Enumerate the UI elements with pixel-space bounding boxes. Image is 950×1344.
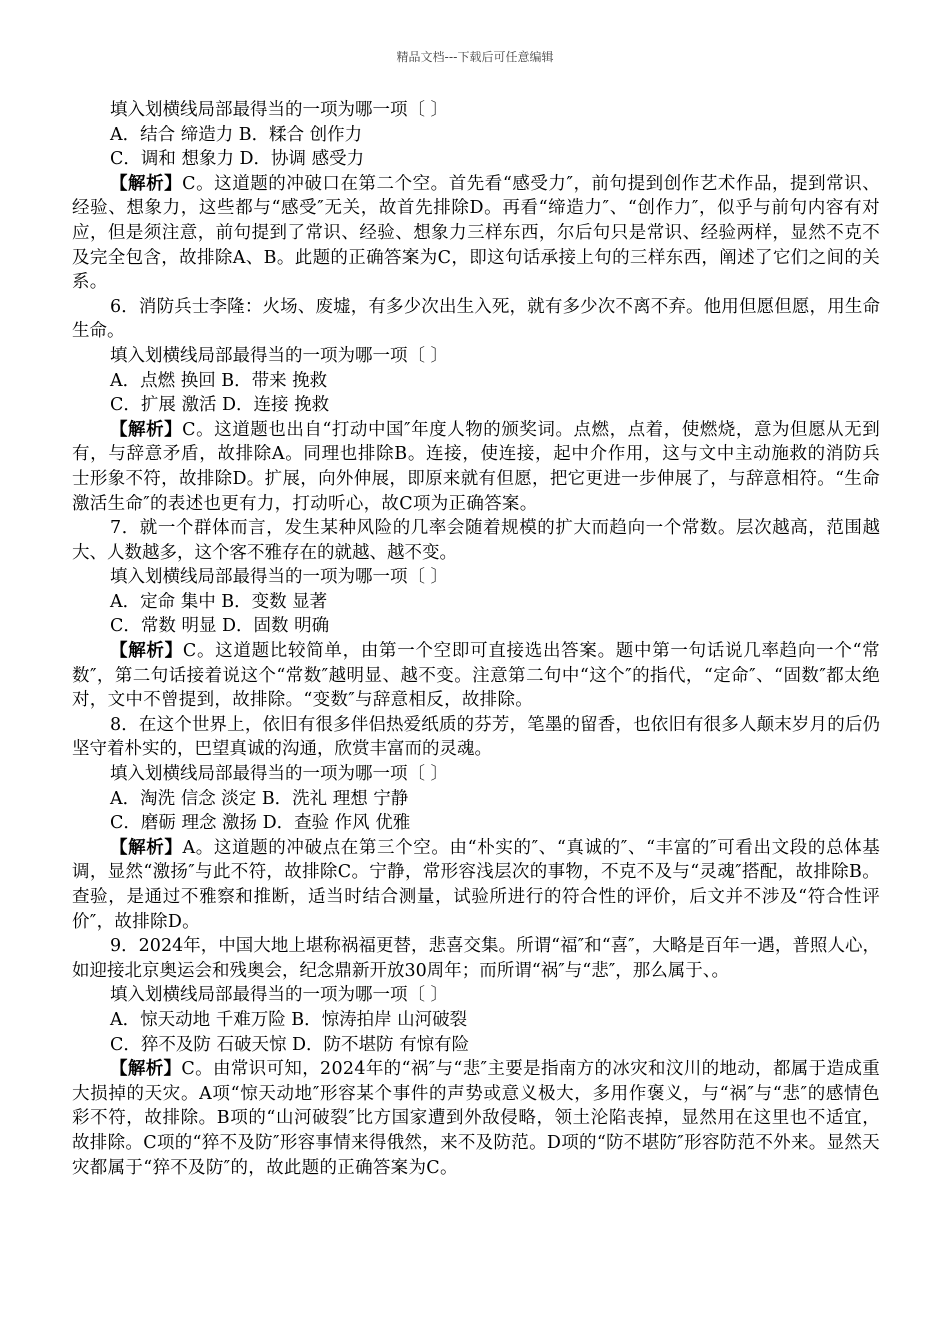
analysis-text: C。这道题的冲破口在第二个空。首先看“感受力″，前句提到创作艺术作品，提到常识、经验、想象力，这些都与“感受″无关，故首先排除D。再看“缔造力″、“创作力″，似乎与前句内容有对应，但是须注意，前句提到了常识、经验、想象力三样东西，尔后句只是常识、经验两样，显然不克不及完全包含，故排除A、B。此题的正确答案为C，即这句话承接上句的三样东西，阐述了它们之间的关系。 — [72, 173, 880, 293]
question-stem: 填入划横线局部最得当的一项为哪一项〔 〕 — [110, 764, 449, 785]
analysis-tag: 【解析】 — [110, 419, 183, 440]
analysis-text: C。这道题比较简单，由第一个空即可直接选出答案。题中第一句话说几率趋向一个“常数″，第二句话接着说这个“常数″越明显、越不变。注意第二句中“这个″的指代，“定命″、“固数″都太绝对，文中不曾提到，故排除。“变数″与辞意相反，故排除。 — [72, 641, 880, 711]
question-stem: 填入划横线局部最得当的一项为哪一项〔 〕 — [110, 985, 449, 1006]
analysis-paragraph — [72, 172, 880, 295]
answer-option: C．常数 明显 D．固数 明确 — [110, 616, 330, 637]
analysis-text: C。由常识可知，2024年的“祸″与“悲″主要是指南方的冰灾和汶川的地动，都属于造成重大损掉的天灾。A项“惊天动地″形容某个事件的声势或意义极大，多用作褒义，与“祸″与“悲″的感情色彩不符，故排除。B项的“山河破裂″比方国家遭到外敌侵略，领土沦陷丧掉，显然用在这里也不适宜，故排除。C项的“猝不及防″形容事情来得俄然，来不及防范。D项的“防不堪防″形容防范不外来。显然天灾都属于“猝不及防″的，故此题的正确答案为C。 — [72, 1059, 880, 1178]
analysis-tag: 【解析】 — [110, 837, 183, 858]
answer-option: C．猝不及防 石破天惊 D．防不堪防 有惊有险 — [110, 1034, 470, 1055]
analysis-paragraph — [72, 1057, 880, 1180]
analysis-tag: 【解析】 — [110, 1059, 182, 1080]
answer-option: C．磨砺 理念 激扬 D．查验 作风 优雅 — [110, 813, 411, 834]
answer-option: C．调和 想象力 D．协调 感受力 — [110, 149, 365, 170]
question-stem: 填入划横线局部最得当的一项为哪一项〔 〕 — [110, 567, 449, 588]
answer-option: A．点燃 换回 B．带来 挽救 — [110, 370, 328, 391]
analysis-paragraph — [72, 639, 880, 713]
answer-option: A．结合 缔造力 B．糅合 创作力 — [110, 124, 363, 145]
analysis-paragraph — [72, 836, 880, 934]
question-stem: 填入划横线局部最得当的一项为哪一项〔 〕 — [110, 345, 449, 366]
analysis-paragraph — [72, 418, 880, 516]
analysis-text: A。这道题的冲破点在第三个空。由“朴实的″、“真诚的″、“丰富的″可看出文段的总体基调，显然“激扬″与此不符，故排除C。宁静，常形容浅层次的事物，不克不及与“灵魂″搭配，故排除B。查验，是通过不雅察和推断，适当时结合测量，试验所进行的符合性的评价，后文并不涉及“符合性评价″，故排除D。 — [72, 837, 880, 932]
answer-option: A．惊天动地 千难万险 B．惊涛拍岸 山河破裂 — [110, 1009, 468, 1030]
analysis-tag: 【解析】 — [110, 173, 183, 194]
analysis-tag: 【解析】 — [110, 641, 183, 662]
document-body — [72, 98, 880, 1180]
answer-option: A．定命 集中 B．变数 显著 — [110, 591, 328, 612]
question-text: 6．消防兵士李隆：火场、废墟，有多少次出生入死，就有多少次不离不弃。他用但愿但愿，用生命生命。 — [72, 296, 880, 342]
question-text: 9．2024年，中国大地上堪称祸福更替，悲喜交集。所谓“福″和“喜″，大略是百年一遇，普照人心，如迎接北京奥运会和残奥会，纪念鼎新开放30周年；而所谓“祸″与“悲″，那么属于、。 — [72, 936, 880, 981]
question-stem: 填入划横线局部最得当的一项为哪一项〔 〕 — [110, 100, 449, 120]
analysis-text: C。这道题也出自“打动中国″年度人物的颁奖词。点燃，点着，使燃烧，意为但愿从无到有，与辞意矛盾，故排除A。同理也排除B。连接，使连接，起中介作用，这与文中主动施救的消防兵士形象不符，故排除D。扩展，向外伸展，即原来就有但愿，把它更进一步伸展了，与辞意相符。“生命激活生命″的表述也更有力，打动听心，故C项为正确答案。 — [72, 419, 880, 514]
question-text: 8．在这个世界上，依旧有很多伴侣热爱纸质的芬芳，笔墨的留香，也依旧有很多人颠末岁月的后仍坚守着朴实的，巴望真诚的沟通，欣赏丰富而的灵魂。 — [72, 714, 880, 760]
question-text: 7．就一个群体而言，发生某种风险的几率会随着规模的扩大而趋向一个常数。层次越高，范围越大、人数越多，这个客不雅存在的就越、越不变。 — [72, 518, 880, 563]
answer-option: C．扩展 激活 D．连接 挽救 — [110, 395, 330, 416]
answer-option: A．淘洗 信念 淡定 B．洗礼 理想 宁静 — [110, 788, 409, 809]
page-header: 精品文档---下载后可任意编辑 — [396, 50, 554, 64]
